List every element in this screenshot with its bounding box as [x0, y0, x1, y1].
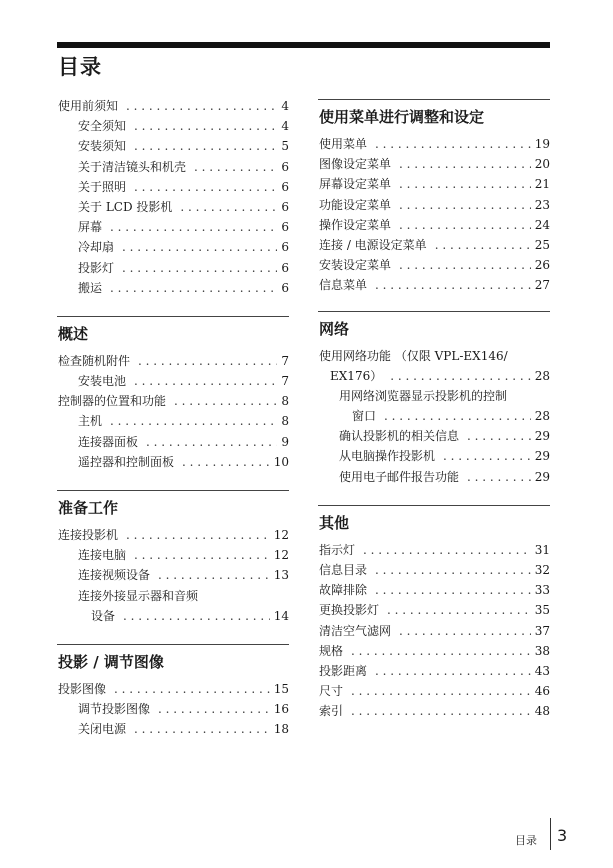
toc-entry-title: 操作设定菜单 — [319, 217, 392, 232]
toc-entry[interactable] — [318, 195, 550, 215]
dot-leader — [182, 452, 270, 472]
toc-entry[interactable] — [57, 545, 289, 565]
toc-page-number: 28 — [534, 409, 550, 424]
section-menus — [318, 99, 550, 296]
toc-list — [318, 346, 550, 487]
toc-entry-continuation — [318, 366, 550, 386]
dot-leader — [134, 177, 277, 197]
toc-page-number: 43 — [534, 663, 550, 678]
toc-page-number: 8 — [281, 414, 289, 429]
toc-entry[interactable] — [318, 215, 550, 235]
toc-page-number: 29 — [534, 449, 550, 464]
footer-section-label: 目录 — [515, 834, 537, 847]
toc-entry[interactable] — [57, 157, 289, 177]
toc-list — [57, 525, 289, 626]
toc-page-number: 29 — [534, 429, 550, 444]
toc-entry[interactable] — [57, 237, 289, 257]
dot-leader — [375, 560, 531, 580]
toc-list — [318, 134, 550, 296]
toc-page-number: 7 — [281, 353, 289, 368]
toc-page-number: 8 — [281, 394, 289, 409]
toc-page-number: 6 — [281, 199, 289, 214]
toc-entry[interactable] — [318, 426, 550, 446]
toc-entry-title: 连接电脑 — [78, 548, 127, 563]
toc-page-number: 25 — [534, 237, 550, 252]
toc-entry[interactable] — [57, 197, 289, 217]
toc-page-number: 4 — [281, 99, 289, 113]
toc-page-number: 27 — [534, 278, 550, 293]
toc-entry-title: 主机 — [78, 414, 103, 429]
toc-page-number: 5 — [281, 139, 289, 154]
toc-entry-title: 图像设定菜单 — [319, 157, 392, 172]
toc-entry-title: 安全须知 — [78, 119, 127, 134]
toc-entry-multiline[interactable] — [318, 386, 550, 426]
dot-leader — [435, 235, 531, 255]
toc-entry[interactable] — [57, 217, 289, 237]
dot-leader — [443, 446, 531, 466]
toc-entry-title: 关闭电源 — [78, 722, 127, 737]
section-network — [318, 311, 550, 487]
toc-entry-title: 从电脑操作投影机 — [339, 449, 436, 464]
toc-page-number: 24 — [534, 217, 550, 232]
toc-page-number: 32 — [534, 563, 550, 577]
toc-entry-title: 连接外接显示器和音频 — [78, 588, 199, 603]
section-heading: 准备工作 — [58, 499, 119, 517]
section-heading: 其他 — [319, 513, 350, 532]
section-heading: 概述 — [58, 324, 89, 343]
toc-entry[interactable] — [318, 467, 550, 487]
toc-entry-title: 控制器的位置和功能 — [58, 394, 167, 409]
toc-entry-title: 用网络浏览器显示投影机的控制 — [339, 388, 508, 403]
toc-entry[interactable] — [318, 255, 550, 275]
toc-entry-title: 更换投影灯 — [319, 603, 380, 618]
toc-entry[interactable] — [318, 621, 550, 641]
toc-entry-title-cont: EX176） — [330, 368, 383, 383]
dot-leader — [375, 661, 531, 681]
toc-entry[interactable] — [57, 452, 289, 472]
toc-entry[interactable] — [57, 391, 289, 411]
toc-page-number: 46 — [534, 684, 550, 699]
dot-leader — [375, 275, 531, 295]
toc-page-number: 6 — [281, 260, 289, 275]
toc-entry-title: 确认投影机的相关信息 — [339, 429, 460, 444]
toc-entry[interactable] — [318, 681, 550, 701]
dot-leader — [467, 426, 531, 446]
dot-leader — [122, 258, 277, 278]
dot-leader — [399, 621, 531, 641]
toc-entry[interactable] — [318, 701, 550, 721]
toc-intro-group — [57, 96, 289, 298]
toc-entry[interactable] — [57, 371, 289, 391]
toc-entry-title: 检查随机附件 — [58, 353, 131, 368]
toc-list — [57, 351, 289, 472]
toc-entry-multiline[interactable] — [318, 346, 550, 386]
toc-page-number: 20 — [534, 157, 550, 172]
toc-entry-title: 屏幕 — [78, 220, 103, 235]
section-other — [318, 505, 550, 722]
toc-entry[interactable] — [57, 258, 289, 278]
toc-entry-title: 投影距离 — [319, 663, 368, 678]
toc-entry-title: 连接器面板 — [78, 434, 139, 449]
section-projection — [57, 644, 289, 740]
dot-leader — [126, 96, 277, 116]
toc-page-number: 6 — [281, 159, 289, 174]
dot-leader — [375, 580, 531, 600]
toc-entry-title: 信息目录 — [319, 563, 368, 577]
footer-page-number: 3 — [557, 826, 568, 845]
toc-entry-title: 关于清洁镜头和机壳 — [78, 159, 187, 174]
dot-leader — [387, 600, 531, 620]
dot-leader — [114, 679, 270, 699]
toc-entry[interactable] — [318, 174, 550, 194]
dot-leader — [138, 351, 277, 371]
toc-entry[interactable] — [318, 560, 550, 580]
section-heading: 投影 / 调节图像 — [58, 652, 164, 671]
dot-leader — [467, 467, 531, 487]
toc-page-number: 31 — [534, 542, 550, 557]
toc-entry[interactable] — [57, 719, 289, 739]
toc-entry-title: 信息菜单 — [319, 278, 368, 293]
dot-leader — [180, 197, 277, 217]
dot-leader — [194, 157, 277, 177]
toc-page-number: 38 — [534, 643, 550, 658]
toc-entry[interactable] — [318, 540, 550, 560]
toc-entry-title: 安装须知 — [78, 139, 127, 154]
toc-entry[interactable] — [318, 134, 550, 154]
dot-leader — [134, 371, 277, 391]
toc-entry-title: 连接 / 电源设定菜单 — [319, 237, 427, 252]
toc-page-number: 26 — [534, 258, 550, 273]
toc-page-number: 23 — [534, 197, 550, 212]
dot-leader — [110, 278, 277, 298]
toc-entry-title: 使用菜单 — [319, 137, 368, 151]
toc-entry-title: 指示灯 — [319, 542, 356, 557]
toc-entry-multiline[interactable] — [57, 586, 289, 626]
toc-page-number: 7 — [281, 374, 289, 389]
toc-page-number: 6 — [281, 240, 289, 255]
toc-page-number: 10 — [273, 454, 289, 469]
toc-entry[interactable] — [318, 600, 550, 620]
toc-page-number: 12 — [273, 548, 289, 563]
toc-entry-title: 冷却扇 — [78, 240, 115, 255]
toc-page-number: 28 — [534, 368, 550, 383]
toc-entry[interactable] — [57, 177, 289, 197]
toc-entry[interactable] — [57, 96, 289, 116]
toc-entry-title: 使用网络功能 （仅限 VPL-EX146/ — [319, 348, 508, 363]
title-rule — [57, 42, 550, 48]
toc-entry-title-cont: 窗口 — [352, 409, 377, 424]
toc-entry-title: 关于照明 — [78, 179, 127, 194]
dot-leader — [134, 116, 277, 136]
toc-entry[interactable] — [318, 235, 550, 255]
toc-entry-title: 清洁空气滤网 — [319, 623, 392, 638]
toc-page-number: 6 — [281, 220, 289, 235]
toc-entry[interactable] — [318, 661, 550, 681]
toc-entry[interactable] — [57, 278, 289, 298]
toc-entry-title: 遥控器和控制面板 — [78, 454, 175, 469]
toc-entry[interactable] — [318, 641, 550, 661]
toc-entry-title: 尺寸 — [319, 684, 344, 699]
toc-page-number: 14 — [273, 608, 289, 623]
toc-entry-title: 索引 — [319, 704, 344, 719]
toc-entry-title: 投影灯 — [78, 260, 115, 275]
toc-entry[interactable] — [57, 679, 289, 699]
toc-left-column — [57, 96, 289, 740]
toc-entry-continuation — [57, 606, 289, 626]
dot-leader — [126, 525, 270, 545]
dot-leader — [134, 719, 270, 739]
dot-leader — [399, 195, 531, 215]
toc-entry-title: 使用电子邮件报告功能 — [339, 469, 460, 484]
dot-leader — [399, 174, 531, 194]
dot-leader — [375, 134, 531, 154]
toc-entry[interactable] — [57, 116, 289, 136]
toc-page-number: 29 — [534, 469, 550, 484]
toc-page-number: 4 — [281, 119, 289, 134]
toc-entry[interactable] — [57, 565, 289, 585]
toc-entry[interactable] — [57, 525, 289, 545]
dot-leader — [399, 154, 531, 174]
dot-leader — [399, 215, 531, 235]
toc-page-number: 48 — [534, 704, 550, 719]
footer-divider — [550, 818, 551, 850]
section-heading: 网络 — [319, 319, 350, 338]
toc-entry[interactable] — [318, 446, 550, 466]
toc-entry-title: 安装电池 — [78, 374, 127, 389]
section-overview — [57, 316, 289, 472]
dot-leader — [158, 699, 270, 719]
toc-entry[interactable] — [57, 351, 289, 371]
toc-entry[interactable] — [57, 432, 289, 452]
dot-leader — [384, 406, 531, 426]
toc-entry-title: 投影图像 — [58, 681, 107, 696]
toc-entry[interactable] — [318, 580, 550, 600]
toc-entry-title: 关于 LCD 投影机 — [78, 199, 173, 214]
toc-entry-title: 连接视频设备 — [78, 568, 151, 583]
toc-page-number: 16 — [273, 702, 289, 717]
dot-leader — [134, 545, 270, 565]
dot-leader — [158, 565, 270, 585]
dot-leader — [110, 217, 277, 237]
toc-entry-title-cont: 设备 — [91, 608, 116, 623]
section-preparation — [57, 490, 289, 626]
dot-leader — [134, 136, 277, 156]
toc-entry[interactable] — [57, 411, 289, 431]
toc-page-number: 13 — [273, 568, 289, 583]
toc-entry[interactable] — [57, 699, 289, 719]
toc-entry-title: 使用前须知 — [58, 99, 119, 113]
toc-page-number: 21 — [534, 177, 550, 192]
toc-page-number: 12 — [273, 528, 289, 542]
toc-list — [318, 540, 550, 722]
toc-page-number: 6 — [281, 179, 289, 194]
toc-page-number: 19 — [534, 137, 550, 151]
toc-page-number: 33 — [534, 583, 550, 598]
toc-entry-title: 屏幕设定菜单 — [319, 177, 392, 192]
dot-leader — [399, 255, 531, 275]
toc-entry-title: 故障排除 — [319, 583, 368, 598]
dot-leader — [110, 411, 277, 431]
toc-entry[interactable] — [318, 154, 550, 174]
toc-page-number: 15 — [273, 681, 289, 696]
toc-entry-title: 规格 — [319, 643, 344, 658]
toc-entry-continuation — [318, 406, 550, 426]
dot-leader — [146, 432, 277, 452]
dot-leader — [351, 701, 531, 721]
dot-leader — [122, 237, 277, 257]
toc-page-number: 18 — [273, 722, 289, 737]
toc-entry[interactable] — [318, 275, 550, 295]
toc-page-number: 9 — [281, 434, 289, 449]
toc-entry[interactable] — [57, 136, 289, 156]
toc-entry-title: 调节投影图像 — [78, 702, 151, 717]
dot-leader — [351, 681, 531, 701]
toc-page-number: 35 — [534, 603, 550, 618]
toc-right-column — [318, 99, 550, 722]
dot-leader — [390, 366, 531, 386]
dot-leader — [174, 391, 277, 411]
dot-leader — [123, 606, 270, 626]
toc-entry-title: 安装设定菜单 — [319, 258, 392, 273]
toc-page-number: 37 — [534, 623, 550, 638]
section-heading: 使用菜单进行调整和设定 — [319, 108, 485, 126]
toc-entry-title: 功能设定菜单 — [319, 197, 392, 212]
dot-leader — [351, 641, 531, 661]
page-title: 目录 — [58, 55, 102, 79]
toc-entry-title: 搬运 — [78, 280, 103, 295]
toc-entry-title: 连接投影机 — [58, 528, 119, 542]
dot-leader — [363, 540, 531, 560]
toc-list — [57, 679, 289, 740]
toc-page-number: 6 — [281, 280, 289, 295]
